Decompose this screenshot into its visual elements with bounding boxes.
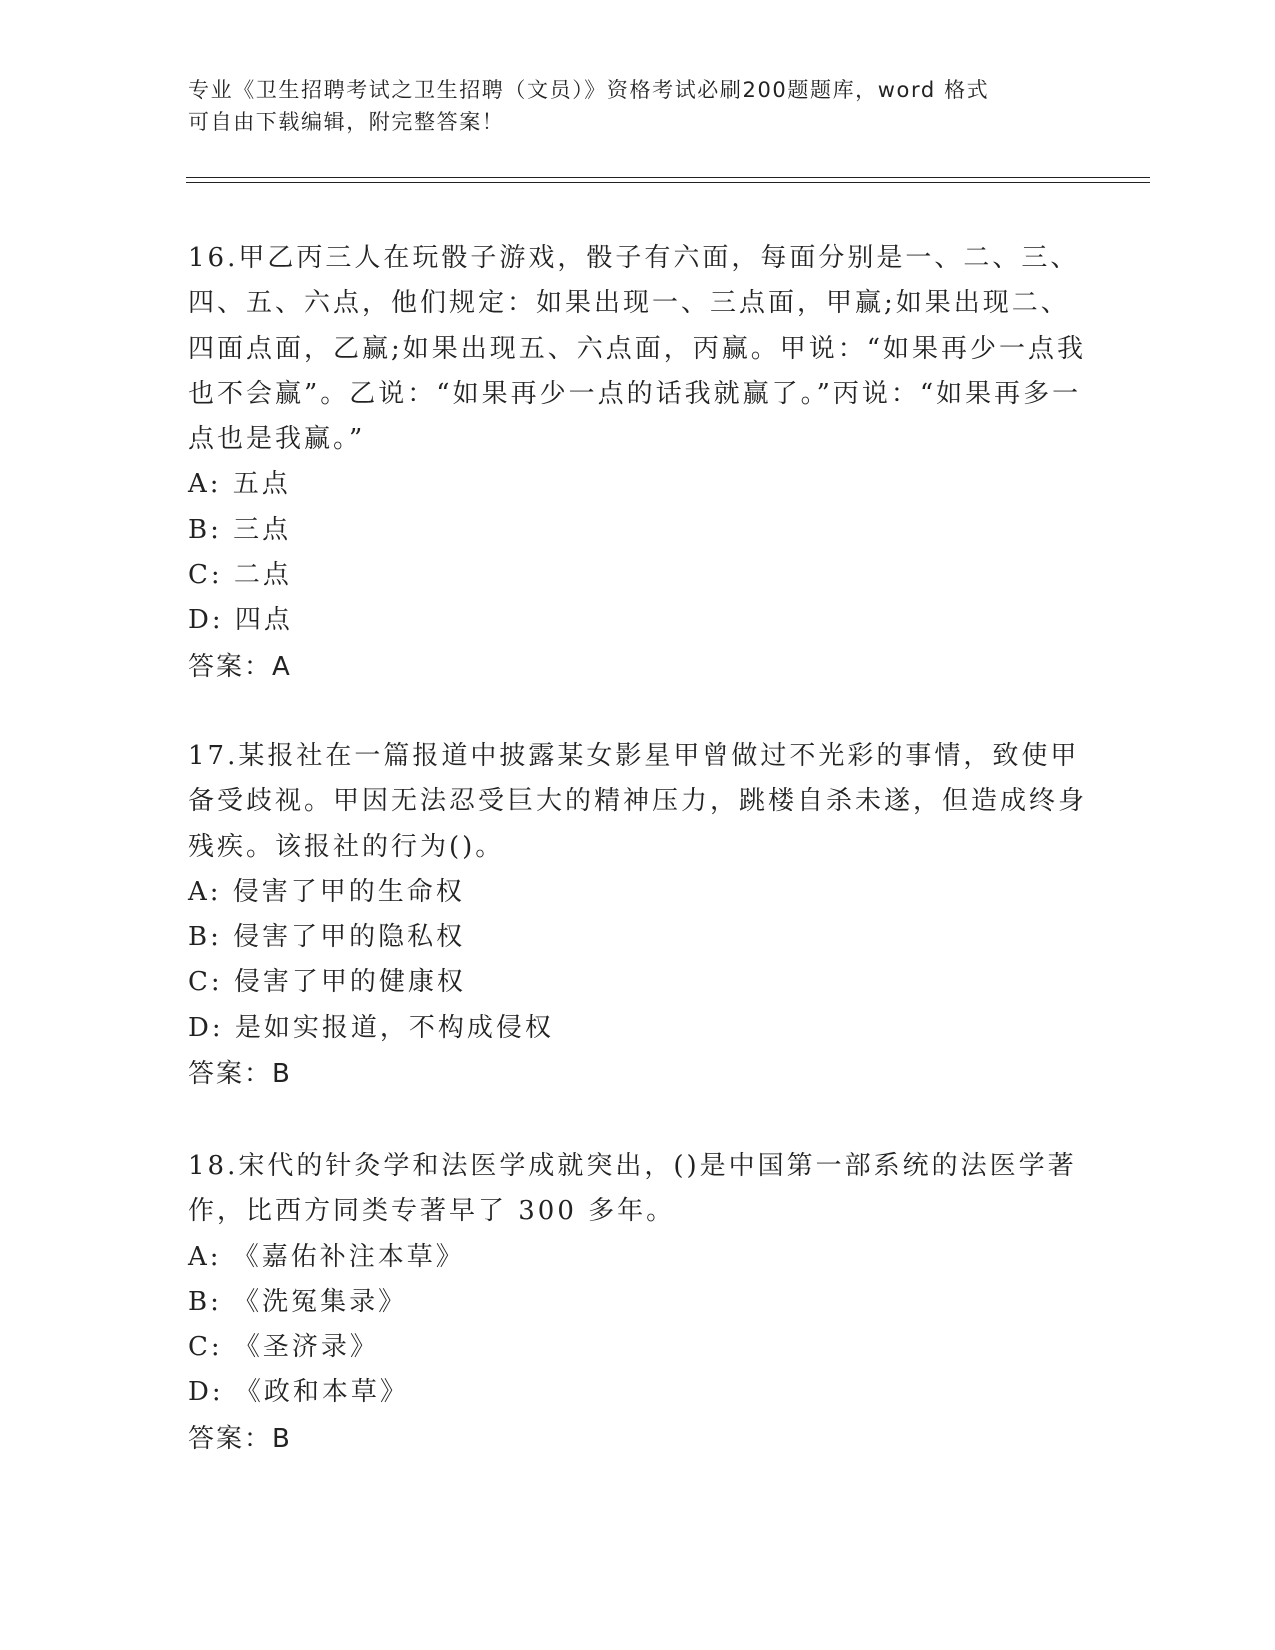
question-stem: 18.宋代的针灸学和法医学成就突出，()是中国第一部系统的法医学著作，比西方同类专著早了 300 多年。: [188, 1151, 1077, 1227]
option-c: C: 侵害了甲的健康权: [188, 967, 466, 998]
answer: 答案：B: [188, 1423, 292, 1454]
option-b: B: 三点: [188, 514, 292, 545]
option-a: A: 侵害了甲的生命权: [188, 876, 465, 907]
header-line-2: 可自由下载编辑，附完整答案！: [188, 110, 505, 134]
question-stem: 16.甲乙丙三人在玩骰子游戏，骰子有六面，每面分别是一、二、三、四、五、六点，他们规定：如果出现一、三点面，甲赢;如果出现二、四面点面，乙赢;如果出现五、六点面，丙赢。甲说：“如果再少一点我也不会赢”。乙说：“如果再少一点的话我就赢了。”丙说：“如果再多一点也是我赢。”: [188, 243, 1087, 455]
answer: 答案：B: [188, 1059, 292, 1090]
header-divider-top: [186, 177, 1150, 178]
document-header: [188, 74, 1068, 138]
question-17: [188, 734, 1088, 1097]
option-c: C: 《圣济录》: [188, 1332, 379, 1363]
answer: 答案：A: [188, 651, 292, 682]
header-divider-bottom: [186, 182, 1150, 183]
option-d: D: 是如实报道，不构成侵权: [188, 1012, 554, 1043]
header-line-1: 专业《卫生招聘考试之卫生招聘（文员）》资格考试必刷200题题库，word 格式: [188, 78, 990, 102]
option-b: B: 侵害了甲的隐私权: [188, 922, 466, 953]
option-d: D: 《政和本草》: [188, 1377, 409, 1408]
question-stem: 17.某报社在一篇报道中披露某女影星甲曾做过不光彩的事情，致使甲备受歧视。甲因无法忍受巨大的精神压力，跳楼自杀未遂，但造成终身残疾。该报社的行为()。: [188, 741, 1088, 862]
option-a: A: 五点: [188, 469, 291, 500]
option-b: B: 《洗冤集录》: [188, 1286, 408, 1317]
option-a: A: 《嘉佑补注本草》: [188, 1241, 465, 1272]
question-18: [188, 1144, 1088, 1462]
question-16: [188, 236, 1088, 690]
option-d: D: 四点: [188, 605, 293, 636]
option-c: C: 二点: [188, 560, 292, 591]
